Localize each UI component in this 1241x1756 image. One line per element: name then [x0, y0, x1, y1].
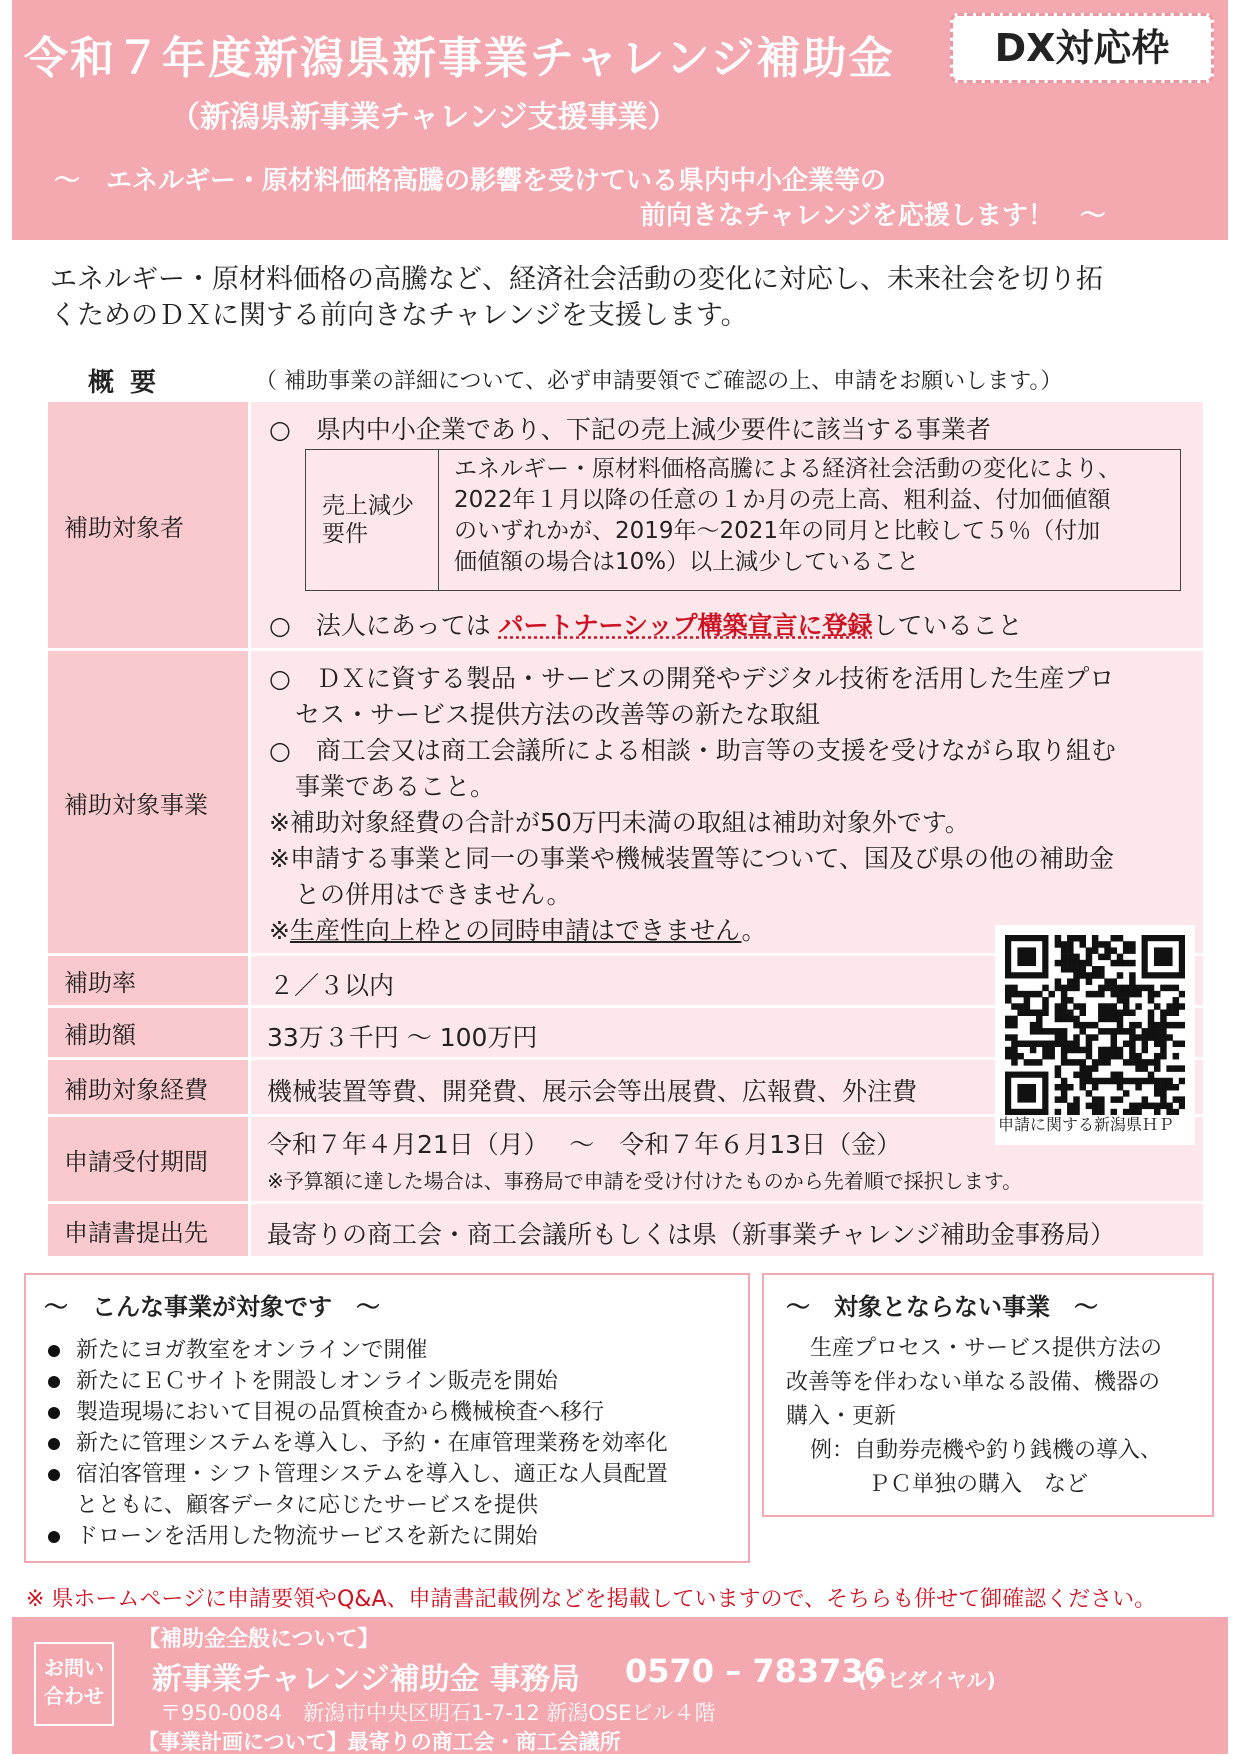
footer-phone-note: (ナビダイヤル)	[858, 1668, 996, 1692]
eligible-examples-box	[24, 1273, 750, 1563]
row-label-expenses: 補助対象経費	[48, 1060, 248, 1114]
project-line5: ※補助対象経費の合計が50万円未満の取組は補助対象外です。	[269, 808, 970, 837]
eligible-item-continued: とともに、顧客データに応じたサービスを提供	[76, 1493, 539, 1518]
inquiry-badge	[34, 1642, 114, 1726]
eligible-item: 新たにＥＣサイトを開設しオンライン販売を開始	[76, 1369, 558, 1394]
ineligible-line2: 改善等を伴わない単なる設備、機器の	[786, 1370, 1161, 1395]
eligible-item: 宿泊客管理・シフト管理システムを導入し、適正な人員配置	[76, 1462, 668, 1487]
intro-text	[50, 262, 1200, 334]
row-label-rate: 補助率	[48, 956, 248, 1005]
inquiry-line1: お問い	[44, 1656, 104, 1680]
eligible-heading: ～ こんな事業が対象です ～	[44, 1293, 380, 1321]
overview-label: 概要	[88, 368, 173, 398]
target-person-item2	[269, 606, 1023, 642]
intro-line2: くためのＤＸに関する前向きなチャレンジを支援します。	[50, 300, 748, 331]
footer-phone[interactable]: 0570 – 783736	[625, 1652, 886, 1690]
cond-line1: エネルギー・原材料価格高騰による経済社会活動の変化により、	[454, 456, 1121, 482]
cond-line2: 2022年１月以降の任意の１か月の売上高、粗利益、付加価値額	[454, 487, 1111, 513]
row-label-amount: 補助額	[48, 1008, 248, 1057]
ineligible-line4: 例：自動券売機や釣り銭機の導入、	[810, 1438, 1163, 1463]
row-label-target-person: 補助対象者	[48, 402, 248, 648]
item2-pre: ○ 法人にあっては	[269, 611, 499, 640]
cond-line4: 価値額の場合は10%）以上減少していること	[454, 549, 920, 575]
rate-value: ２／３以内	[269, 971, 395, 1000]
row-label-submit: 申請書提出先	[48, 1204, 248, 1256]
project-line2: セス・サービス提供方法の改善等の新たな取組	[295, 700, 821, 729]
qr-caption: 申請に関する新潟県ＨＰ	[998, 1115, 1175, 1134]
bullet-icon	[48, 1376, 60, 1388]
website-notice: ※ 県ホームページに申請要領やQ&A、申請書記載例などを掲載していますので、そちらも併せて御確認ください。	[26, 1587, 1157, 1612]
footer-address: 〒950-0084 新潟市中央区明石1-7-12 新潟OSEビル４階	[160, 1701, 716, 1725]
sales-decline-label	[306, 450, 439, 590]
project-line8	[269, 911, 766, 947]
line8-underlined: 生産性向上枠との同時申請はできません	[289, 916, 742, 945]
project-line3: ○ 商工会又は商工会議所による相談・助言等の支援を受けながら取り組む	[269, 736, 1116, 765]
row-value-submit	[251, 1204, 1203, 1256]
tagline-line2: 前向きなチャレンジを応援します！ ～	[640, 201, 1106, 231]
project-line6: ※申請する事業と同一の事業や機械装置等について、国及び県の他の補助金	[269, 844, 1114, 873]
eligible-item: 新たに管理システムを導入し、予約・在庫管理業務を効率化	[76, 1431, 668, 1456]
footer-plan-label: 【事業計画について】最寄りの商工会・商工会議所	[138, 1730, 621, 1754]
period-value: 令和７年４月21日（月） ～ 令和７年６月13日（金）	[267, 1130, 902, 1159]
sales-decline-condition-box	[305, 449, 1181, 591]
bullet-icon	[48, 1345, 60, 1357]
project-line7: との併用はできません。	[295, 880, 572, 909]
partnership-declaration-link-text: パートナーシップ構築宣言に登録	[498, 611, 873, 640]
bullet-icon	[48, 1469, 60, 1481]
cond-line3: のいずれかが、2019年～2021年の同月と比較して５％（付加	[454, 518, 1101, 544]
tagline-line1: ～ エネルギー・原材料価格高騰の影響を受けている県内中小企業等の	[54, 166, 887, 196]
page-title: 令和７年度新潟県新事業チャレンジ補助金	[24, 33, 895, 84]
eligible-item: 新たにヨガ教室をオンラインで開催	[76, 1338, 428, 1363]
bullet-icon	[48, 1531, 60, 1543]
project-line1: ○ ＤＸに資する製品・サービスの開発やデジタル技術を活用した生産プロ	[269, 664, 1115, 693]
ineligible-line5: ＰＣ単独の購入 など	[868, 1472, 1089, 1497]
ineligible-line3: 購入・更新	[786, 1404, 897, 1429]
target-person-item1: ○ 県内中小企業であり、下記の売上減少要件に該当する事業者	[269, 415, 991, 444]
ineligible-heading: ～ 対象とならない事業 ～	[786, 1293, 1098, 1321]
footer-general-label: 【補助金全般について】	[138, 1627, 380, 1652]
ineligible-line1: 生産プロセス・サービス提供方法の	[810, 1336, 1163, 1361]
project-line4: 事業であること。	[295, 772, 496, 801]
sales-decline-text	[454, 454, 1174, 578]
line8-pre: ※	[269, 916, 290, 945]
intro-line1: エネルギー・原材料価格の高騰など、経済社会活動の変化に対応し、未来社会を切り拓	[50, 264, 1103, 295]
eligible-item: ドローンを活用した物流サービスを新たに開始	[76, 1524, 538, 1549]
expenses-value: 機械装置等費、開発費、展示会等出展費、広報費、外注費	[267, 1077, 918, 1106]
footer-office-name: 新事業チャレンジ補助金 事務局	[152, 1662, 581, 1697]
period-note: ※予算額に達した場合は、事務局で申請を受け付けたものから先着順で採択します。	[267, 1169, 1023, 1193]
inquiry-line2: 合わせ	[44, 1684, 104, 1708]
bullet-icon	[48, 1438, 60, 1450]
ineligible-box	[762, 1273, 1214, 1517]
row-label-target-project: 補助対象事業	[48, 651, 248, 953]
amount-value: 33万３千円 ～ 100万円	[267, 1023, 538, 1052]
page-subtitle: （新潟県新事業チャレンジ支援事業）	[170, 100, 678, 135]
submit-value: 最寄りの商工会・商工会議所もしくは県（新事業チャレンジ補助金事務局）	[267, 1220, 1116, 1249]
row-label-period: 申請受付期間	[48, 1117, 248, 1201]
dx-badge: DX対応枠	[950, 13, 1214, 83]
qr-code-icon[interactable]	[1005, 935, 1185, 1115]
row-value-target-project	[251, 651, 1203, 953]
line8-post: 。	[741, 916, 767, 945]
cond-label-line2: 要件	[322, 521, 368, 547]
eligible-item: 製造現場において目視の品質検査から機械検査へ移行	[76, 1400, 605, 1425]
cond-label-line1: 売上減少	[322, 493, 414, 519]
item2-post: していること	[872, 611, 1023, 640]
bullet-icon	[48, 1407, 60, 1419]
overview-note: （ 補助事業の詳細について、必ず申請要領でご確認の上、申請をお願いします。）	[255, 369, 1063, 394]
